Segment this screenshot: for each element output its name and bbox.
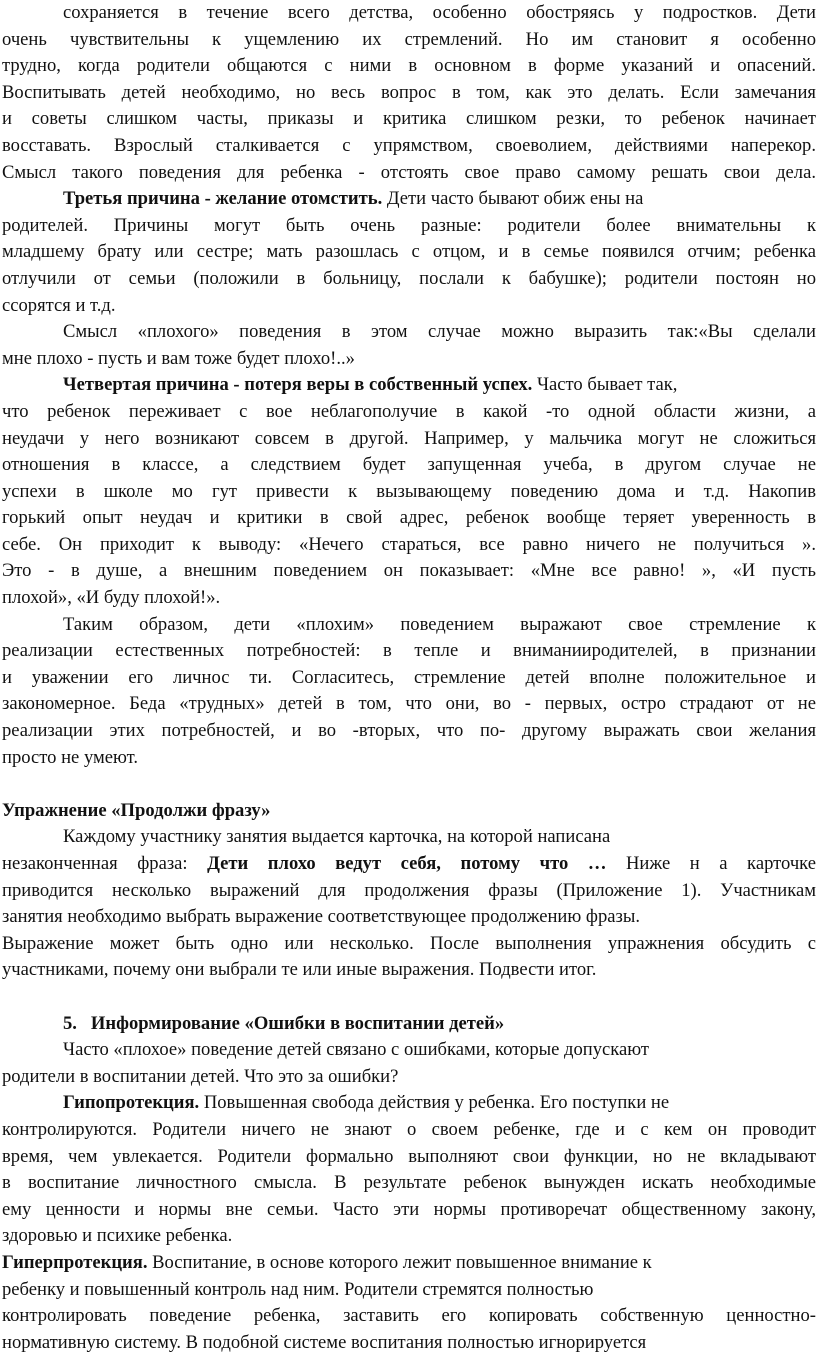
text-line: занятия необходимо выбрать выражение соответствующее продолжению фразы. — [2, 906, 640, 928]
paragraph-lead: Четвертая причина - потеря веры в собственный успех. — [63, 374, 533, 396]
text-fragment: незаконченная фраза: — [2, 853, 208, 874]
text-fragment: Часто бывает так, — [532, 374, 678, 396]
text-line: трудно, когда родители общаются с ними в основном в форме указаний и опасений. — [2, 55, 816, 77]
text-fragment: Дети часто бывают обиж ены на — [382, 188, 644, 210]
text-line: Смысл такого поведения для ребенка - отстоять свое право самому решать свои дела. — [2, 161, 816, 183]
exercise-section — [2, 798, 816, 984]
text-line: что ребенок переживает с вое неблагополучие в какой -то одной области жизни, а — [2, 400, 816, 422]
text-line: Смысл «плохого» поведения в этом случае можно выразить так:«Вы сделали — [63, 321, 816, 343]
text-line: родители в воспитании детей. Что это за ошибки? — [2, 1065, 399, 1087]
section-heading — [2, 1011, 816, 1038]
section-5 — [2, 1011, 816, 1356]
text-line: младшему брату или сестре; мать разошлась с отцом, и в семье появился отчим; ребенка — [2, 241, 816, 263]
text-fragment: Ниже н а карточке — [606, 853, 816, 874]
text-line — [2, 1250, 816, 1277]
term-hyperprotection: Гиперпротекция. — [2, 1251, 148, 1273]
text-line: себе. Он приходит к выводу: «Нечего стараться, все равно ничего не получиться ». — [2, 533, 816, 555]
text-line: горький опыт неудач и критики в свой адрес, ребенок вообще теряет уверенность в — [2, 507, 816, 529]
paragraph — [2, 186, 816, 319]
text-line: Это - в душе, а внешним поведением он показывает: «Мне все равно! », «И пусть — [2, 560, 816, 582]
text-line: реализации этих потребностей, и во -вторых, что по- другому выражать свои желания — [2, 720, 816, 742]
paragraph — [2, 0, 816, 186]
unfinished-phrase: Дети плохо ведут себя, потому что … — [207, 853, 607, 874]
text-line: ссорятся и т.д. — [2, 294, 116, 316]
text-line — [2, 186, 816, 213]
paragraph — [2, 319, 816, 372]
document-page — [2, 0, 816, 1356]
text-line: успехи в школе мо гут привести к вызывающему поведению дома и т.д. Накопив — [2, 480, 816, 502]
text-line — [2, 851, 816, 878]
text-line: реализации естественных потребностей: в тепле и вниманииродителей, в признании — [2, 640, 816, 662]
text-fragment: Повышенная свобода действия у ребенка. Его поступки не — [199, 1092, 670, 1114]
text-line: приводится несколько выражений для продолжения фразы (Приложение 1). Участникам — [2, 879, 816, 901]
exercise-heading: Упражнение «Продолжи фразу» — [2, 799, 271, 821]
text-line: и советы слишком часты, приказы и критика слишком резки, то ребенок начинает — [2, 108, 816, 130]
text-line: Таким образом, дети «плохим» поведением выражают свое стремление к — [63, 613, 816, 635]
text-line: ребенку и повышенный контроль над ним. Родители стремятся полностью — [2, 1278, 594, 1300]
paragraph-lead: Третья причина - желание отомстить. — [63, 188, 383, 210]
text-line: контролировать поведение ребенка, заставить его копировать собственную ценностно- — [2, 1305, 816, 1327]
text-line: восставать. Взрослый сталкивается с упрямством, своеволием, действиями наперекор. — [2, 134, 816, 156]
text-line: закономерное. Беда «трудных» детей в том, что они, во - первых, остро страдают от не — [2, 693, 816, 715]
text-line: Воспитывать детей необходимо, но весь вопрос в том, как это делать. Если замечания — [2, 81, 816, 103]
text-line: сохраняется в течение всего детства, особенно обостряясь у подростков. Дети — [63, 2, 816, 23]
text-line: Выражение может быть одно или несколько. После выполнения упражнения обсудить с — [2, 932, 816, 954]
text-line: плохой», «И буду плохой!». — [2, 587, 221, 609]
text-line: неудачи у него возникают совсем в другой. Например, у мальчика могут не сложиться — [2, 427, 816, 449]
text-line: в воспитание личностного смысла. В результате ребенок вынужден искать необходимые — [2, 1172, 816, 1194]
blank-line — [2, 984, 816, 1011]
text-line: участниками, почему они выбрали те или иные выражения. Подвести итог. — [2, 959, 597, 981]
text-line: нормативную систему. В подобной системе воспитания полностью игнорируется — [2, 1331, 647, 1353]
section-title: Информирование «Ошибки в воспитании детей» — [90, 1012, 505, 1034]
paragraph — [2, 372, 816, 611]
text-line: Каждому участнику занятия выдается карточка, на которой написана — [63, 826, 611, 848]
text-fragment: Воспитание, в основе которого лежит повышенное внимание к — [147, 1251, 652, 1273]
text-line: просто не умеют. — [2, 746, 139, 768]
text-line: отношения в классе, а следствием будет запущенная учеба, в другом случае не — [2, 454, 816, 476]
text-line: время, чем увлекается. Родители формально выполняют свои функции, но не вкладывают — [2, 1145, 816, 1167]
blank-line — [2, 771, 816, 798]
text-line: и уважении его личнос ти. Согласитесь, стремление детей вполне положительное и — [2, 666, 816, 688]
term-hypoprotection: Гипопротекция. — [63, 1092, 200, 1114]
text-line: родителей. Причины могут быть очень разные: родители более внимательны к — [2, 214, 816, 236]
text-line: мне плохо - пусть и вам тоже будет плохо!..» — [2, 347, 355, 369]
text-line: отлучили от семьи (положили в больницу, послали к бабушке); родители постоян но — [2, 267, 816, 289]
text-line: Часто «плохое» поведение детей связано с ошибками, которые допускают — [63, 1039, 650, 1061]
section-number: 5. — [63, 1012, 77, 1034]
text-line: очень чувствительны к ущемлению их стремлений. Но им становит я особенно — [2, 28, 816, 50]
text-line: ему ценности и нормы вне семьи. Часто эти нормы противоречат общественному закону, — [2, 1198, 816, 1220]
paragraph — [2, 612, 816, 772]
text-line — [2, 372, 816, 399]
text-line: здоровью и психике ребенка. — [2, 1225, 233, 1247]
text-line: контролируются. Родители ничего не знают о своем ребенке, где и с кем он проводит — [2, 1118, 816, 1140]
text-line — [2, 1090, 816, 1117]
